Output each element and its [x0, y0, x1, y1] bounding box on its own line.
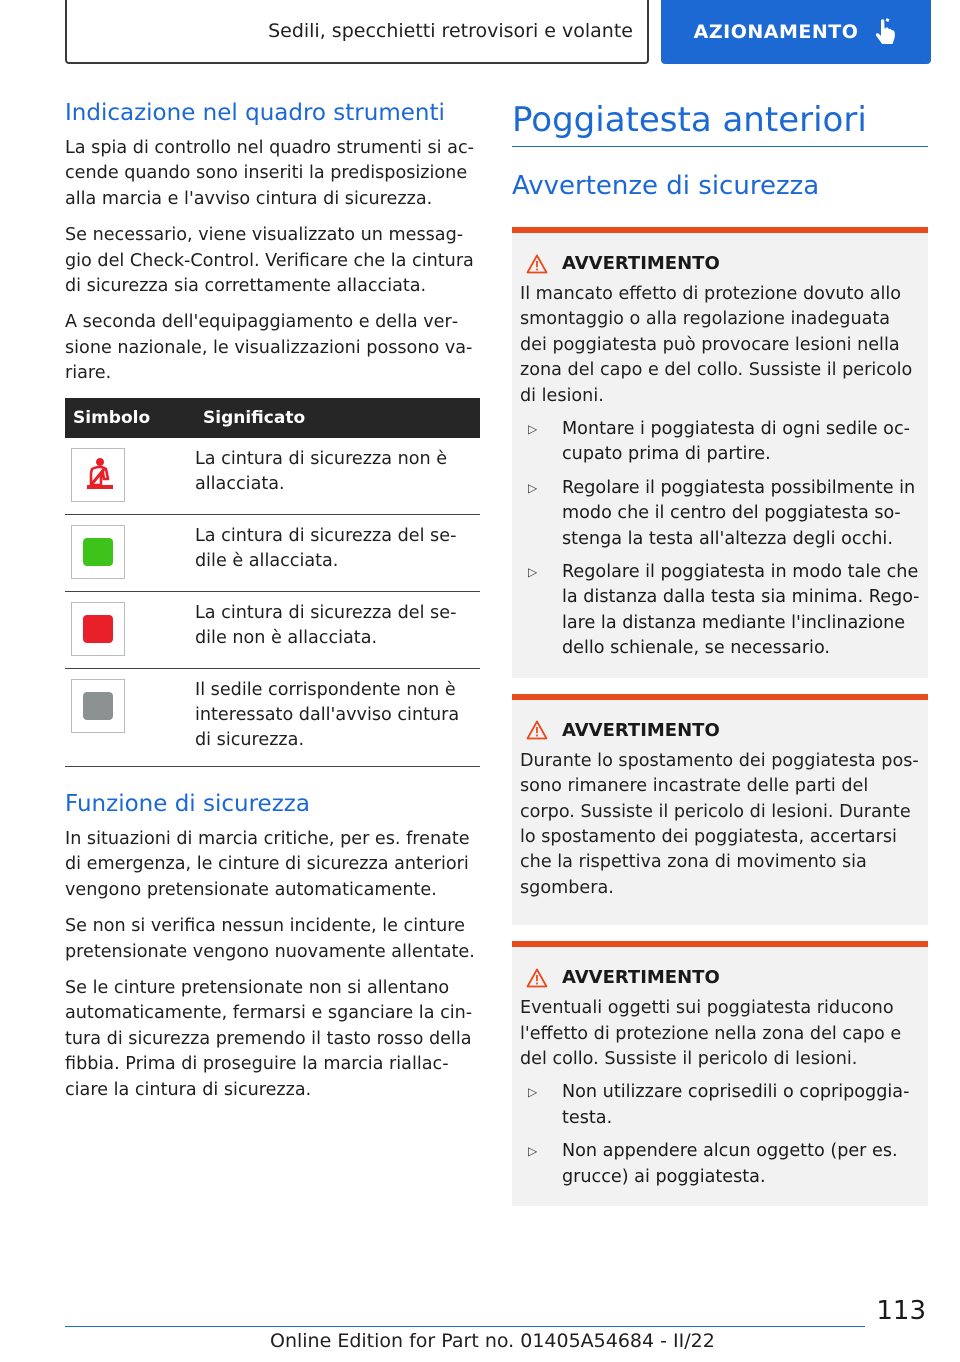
section-subtitle: Avvertenze di sicurezza [512, 171, 820, 201]
list-item: ▷ Non appendere alcun oggetto (per es. grucce) ai poggiatesta. [520, 1139, 920, 1190]
table-row [65, 668, 480, 766]
table-cell-meaning: La cintura di sicurezza non è allacciata. [195, 438, 480, 515]
list-item: ▷ Montare i poggiatesta di ogni sedile occupato prima di partire. [520, 417, 920, 468]
page-number: 113 [876, 1296, 926, 1326]
warning-title: AVVERTIMENTO [562, 719, 720, 741]
warning-box [512, 694, 928, 925]
seatbelt-warning-icon [71, 448, 125, 502]
table-cell-meaning: La cintura di sicurezza del sedile è allacciata. [195, 514, 480, 591]
warning-text: Eventuali oggetti sui poggiatesta riducono l'effetto di protezione nella zona del capo e del collo. Sussiste il pericolo di lesioni. [520, 998, 902, 1069]
table-cell-meaning: La cintura di sicurezza del sedile non è allacciata. [195, 591, 480, 668]
warning-triangle-icon [526, 254, 548, 274]
warning-triangle-icon [526, 720, 548, 740]
paragraph: Se non si verifica nessun incidente, le cinture pretensionate vengono nuovamente allentate. [65, 916, 475, 962]
bullet-triangle-icon: ▷ [528, 1144, 538, 1159]
bullet-triangle-icon: ▷ [528, 565, 538, 580]
paragraph: Se necessario, viene visualizzato un messaggio del Check-Control. Verificare che la cintura di sicurezza sia correttamente allacciata. [65, 225, 474, 297]
table-row [65, 438, 480, 515]
paragraph: A seconda dell'equipaggiamento e della versione nazionale, le visualizzazioni possono variare. [65, 312, 473, 384]
chapter-header [65, 0, 649, 64]
bullet-triangle-icon: ▷ [528, 1085, 538, 1100]
hand-pointer-icon [872, 18, 898, 46]
table-header-symbol: Simbolo [65, 398, 195, 438]
warning-title: AVVERTIMENTO [562, 967, 720, 989]
heading-safety-function: Funzione di sicurezza [65, 790, 310, 817]
footer-divider [65, 1326, 865, 1327]
table-cell-meaning: Il sedile corrispondente non è interessato dall'avviso cintura di sicurezza. [195, 668, 480, 766]
paragraph: In situazioni di marcia critiche, per es. frenate di emergenza, le cinture di sicurezza anteriori vengono pretensionate automaticamente. [65, 828, 470, 900]
paragraph: La spia di controllo nel quadro strumenti si accende quando sono inseriti la predisposizione alla marcia e l'avviso cintura di sicurezza. [65, 138, 474, 209]
footer-edition: Online Edition for Part no. 01405A54684 - II/22 [270, 1330, 715, 1352]
symbol-table [65, 398, 480, 767]
heading-instrument-cluster: Indicazione nel quadro strumenti [65, 100, 445, 126]
grey-seat-icon [71, 679, 125, 733]
bullet-triangle-icon: ▷ [528, 480, 538, 495]
warning-title: AVVERTIMENTO [562, 253, 720, 274]
warning-text: Il mancato effetto di protezione dovuto allo smontaggio o alla regolazione inadeguata dei poggiatesta può provocare lesioni nella zona del capo e del collo. Sussiste il pericolo di lesioni. [520, 284, 913, 406]
red-seat-icon [71, 602, 125, 656]
list-item: ▷ Regolare il poggiatesta in modo tale che la distanza dalla testa sia minima. Regolare la distanza mediante l'inclinazione dello schienale, se necessario. [520, 560, 920, 662]
chapter-title: Sedili, specchietti retrovisori e volante [268, 20, 633, 42]
green-seat-icon [71, 525, 125, 579]
table-header-meaning: Significato [195, 398, 480, 438]
warning-text: Durante lo spostamento dei poggiatesta possono rimanere incastrate delle parti del corpo. Sussiste il pericolo di lesioni. Durante lo spostamento dei poggiatesta, accertarsi che la rispettiva zona di movimento sia sgombera. [520, 750, 919, 898]
table-row [65, 514, 480, 591]
list-item: ▷ Non utilizzare coprisedili o copripoggiatesta. [520, 1080, 920, 1131]
section-title: AZIONAMENTO [693, 21, 859, 43]
table-row [65, 591, 480, 668]
bullet-triangle-icon: ▷ [528, 422, 538, 437]
warning-box [512, 941, 928, 1206]
page-title: Poggiatesta anteriori [512, 98, 928, 147]
warning-box [512, 227, 928, 678]
warning-triangle-icon [526, 968, 548, 988]
list-item: ▷ Regolare il poggiatesta possibilmente in modo che il centro del poggiatesta sostenga la testa all'altezza degli occhi. [520, 476, 920, 552]
right-column [512, 98, 928, 1222]
left-column [65, 98, 480, 1114]
section-header [661, 0, 931, 64]
paragraph: Se le cinture pretensionate non si allentano automaticamente, fermarsi e sganciare la cintura di sicurezza premendo il tasto rosso della fibbia. Prima di proseguire la marcia riallacciare la cintura di sicurezza. [65, 977, 473, 1100]
